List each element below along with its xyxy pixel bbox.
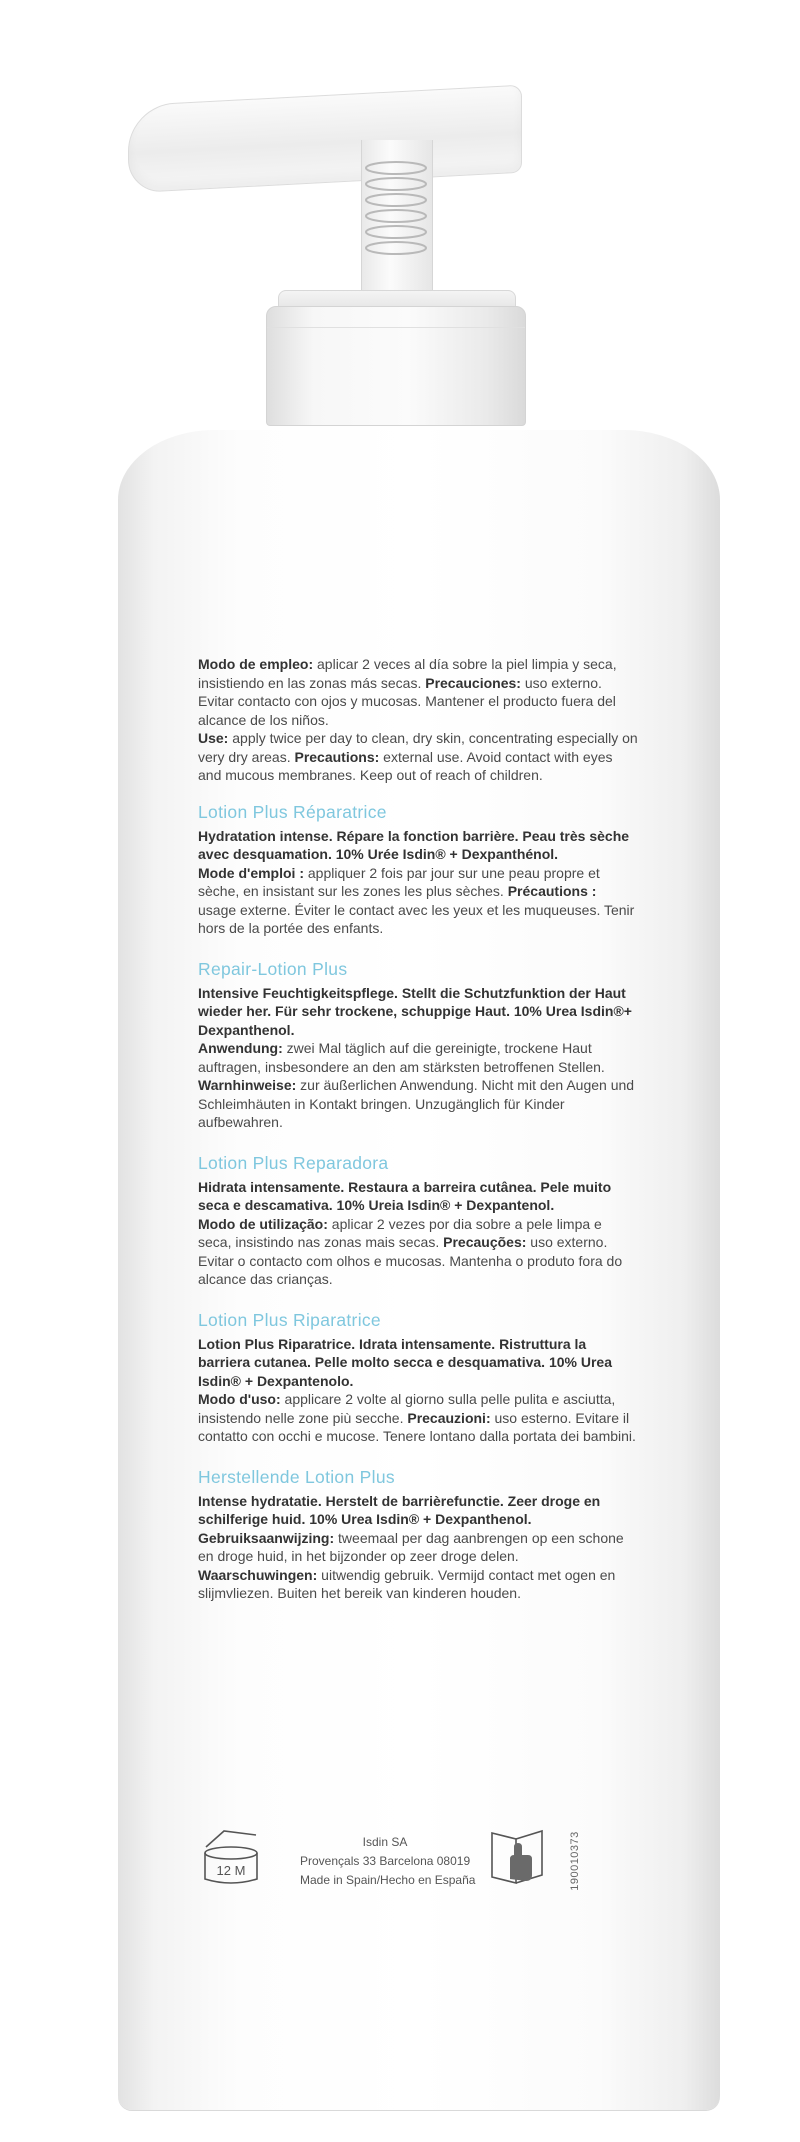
caution-label: Warnhinweise: — [198, 1077, 297, 1093]
caution-text-es: uso externo. Evitar contacto con ojos y mucosas. Mantener el producto fuera del alcance de los niños. — [198, 674, 616, 728]
caution-text: zur äußerlichen Anwendung. Nicht mit den Augen und Schleimhäuten in Kontakt bringen. Unzugänglich für Kinder aufbewahren. — [198, 1077, 635, 1130]
section-benefit: Hidrata intensamente. Restaura a barreira cutânea. Pele muito seca e descamativa. 10% Ureia Isdin® + Dexpantenol. — [198, 1178, 612, 1213]
back-label — [198, 655, 638, 1623]
use-label-en: Use: — [198, 730, 229, 746]
caution-label: Précautions : — [507, 883, 597, 899]
section-heading: Lotion Plus Riparatrice — [198, 1309, 381, 1330]
section-portuguese — [198, 1152, 638, 1289]
pump-nozzle — [128, 85, 522, 194]
section-instructions — [198, 1039, 638, 1132]
use-text: aplicar 2 vezes por dia sobre a pele limpa e seca, insistindo nas zonas mais secas. — [198, 1215, 602, 1250]
caution-text: uso esterno. Evitare il contatto con occhi e mucose. Tenere lontano dalla portata dei bambini. — [198, 1409, 636, 1444]
section-instructions — [198, 1215, 638, 1289]
use-text: tweemaal per dag aanbrengen op een schone en droge huid, in het bijzonder op zeer droge delen. — [198, 1529, 624, 1564]
section-benefit: Lotion Plus Riparatrice. Idrata intensamente. Ristruttura la barriera cutanea. Pelle molto secca e desquamativa. 10% Urea Isdin® + Dexpantenolo. — [198, 1335, 612, 1389]
intro-english — [198, 729, 638, 785]
caution-text: usage externe. Éviter le contact avec les yeux et les muqueuses. Tenir hors de la portée des enfants. — [198, 901, 635, 936]
section-dutch — [198, 1466, 638, 1603]
section-heading: Lotion Plus Réparatrice — [198, 801, 387, 822]
use-text-en: apply twice per day to clean, dry skin, concentrating especially on very dry areas. — [198, 730, 638, 765]
caution-text: uso externo. Evitar o contacto com olhos e mucosas. Mantenha o produto fora do alcance das crianças. — [198, 1234, 623, 1287]
company-address: Provençals 33 Barcelona 08019 — [300, 1854, 471, 1868]
section-instructions — [198, 864, 638, 938]
use-text: zwei Mal täglich auf die gereinigte, trockene Haut auftragen, insbesondere an den am stärksten betroffenen Stellen. — [198, 1040, 605, 1075]
use-text: appliquer 2 fois par jour sur une peau propre et sèche, en insistant sur les zones les plus sèches. — [198, 864, 600, 899]
section-instructions — [198, 1390, 638, 1446]
intro-spanish — [198, 655, 638, 729]
section-benefit: Hydratation intense. Répare la fonction barrière. Peau très sèche avec desquamation. 10% Urée Isdin® + Dexpanthénol. — [198, 827, 630, 862]
caution-label: Precauções: — [443, 1234, 527, 1250]
caution-label: Waarschuwingen: — [198, 1566, 318, 1583]
caution-label: Precauzioni: — [407, 1409, 491, 1426]
caution-label-es: Precauciones: — [425, 674, 521, 691]
section-heading: Herstellende Lotion Plus — [198, 1466, 395, 1487]
section-benefit: Intensive Feuchtigkeitspflege. Stellt die Schutzfunktion der Haut wieder her. Für sehr trockene, schuppige Haut. 10% Urea Isdin®+ Dexpanthenol. — [198, 984, 632, 1038]
use-text: applicare 2 volte al giorno sulla pelle pulita e asciutta, insistendo nelle zone più secche. — [198, 1391, 616, 1426]
read-leaflet-icon — [488, 1825, 546, 1887]
caution-label-en: Precautions: — [294, 748, 380, 765]
use-label: Modo d'uso: — [198, 1391, 281, 1407]
use-label: Mode d'emploi : — [198, 864, 304, 881]
label-footer — [198, 1825, 648, 1915]
section-italian — [198, 1309, 638, 1446]
pump-spring — [358, 150, 434, 280]
section-heading: Lotion Plus Reparadora — [198, 1152, 389, 1173]
batch-code — [568, 1829, 582, 1893]
open-jar-icon — [198, 1825, 264, 1891]
batch-code-text: 190010373 — [569, 1831, 581, 1891]
bottle-cap — [266, 306, 526, 426]
caution-text: uitwendig gebruik. Vermijd contact met ogen en slijmvliezen. Buiten het bereik van kinderen houden. — [198, 1566, 616, 1601]
use-label: Gebruiksaanwijzing: — [198, 1529, 335, 1546]
company-info — [300, 1833, 476, 1890]
section-french — [198, 801, 638, 938]
caution-text-en: external use. Avoid contact with eyes and mucous membranes. Keep out of reach of children. — [198, 748, 613, 783]
use-label: Modo de utilização: — [198, 1215, 328, 1232]
section-benefit: Intense hydratatie. Herstelt de barrièrefunctie. Zeer droge en schilferige huid. 10% Urea Isdin® + Dexpanthenol. — [198, 1492, 601, 1527]
pao-text: 12 M — [216, 1863, 246, 1878]
use-label: Anwendung: — [198, 1040, 283, 1056]
section-instructions — [198, 1529, 638, 1603]
use-label-es: Modo de empleo: — [198, 656, 314, 672]
origin-text: Made in Spain/Hecho en España — [300, 1873, 476, 1887]
section-heading: Repair-Lotion Plus — [198, 958, 348, 979]
section-german — [198, 958, 638, 1132]
use-text-es: aplicar 2 veces al día sobre la piel limpia y seca, insistiendo en las zonas más secas. — [198, 656, 617, 691]
company-name: Isdin SA — [362, 1835, 408, 1849]
